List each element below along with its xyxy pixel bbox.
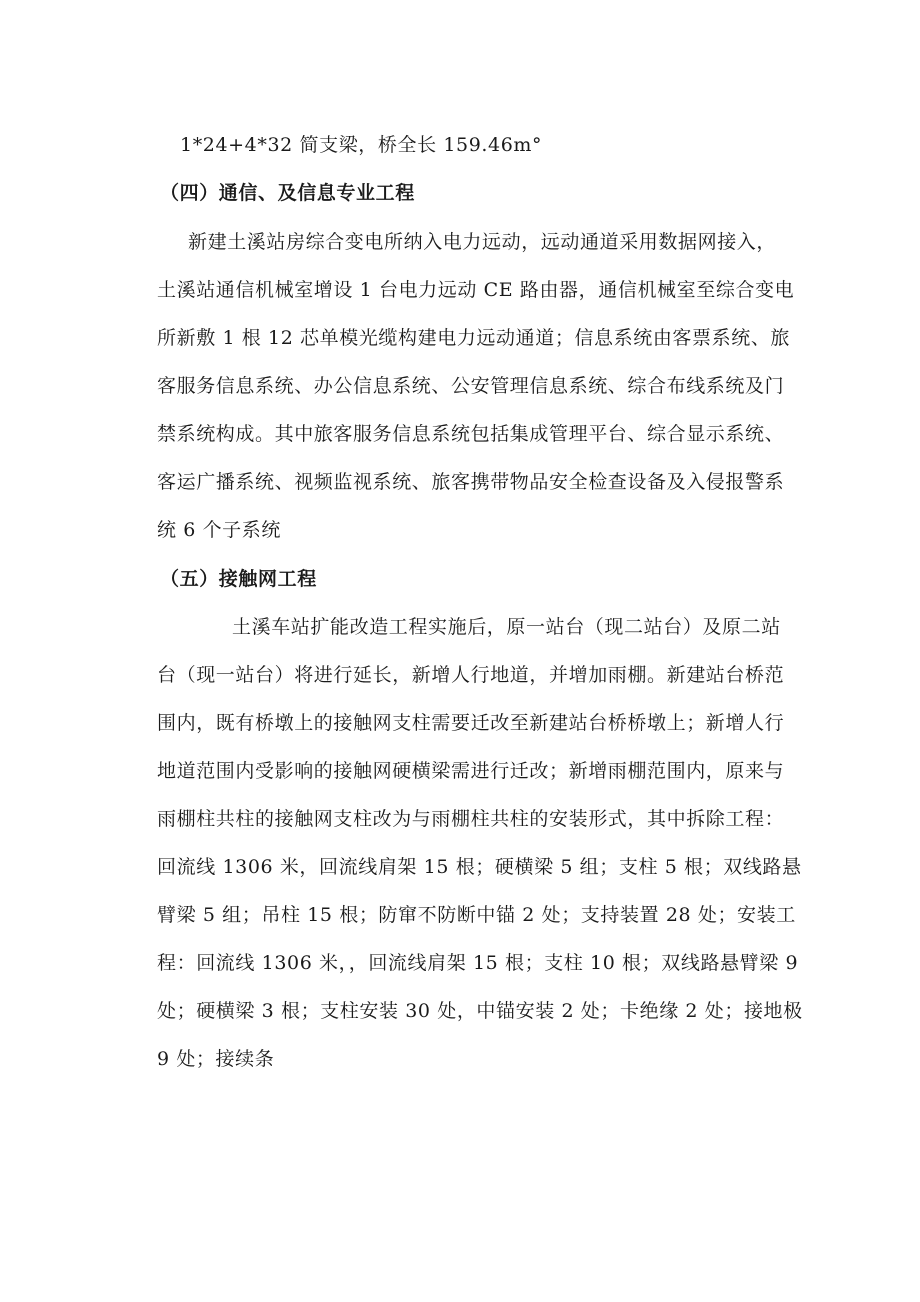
section-5-line: 处；硬横梁 3 根；支柱安装 30 处，中锚安装 2 处；卡绝缘 2 处；接地极 <box>157 1000 803 1022</box>
section-5-line: 地道范围内受影响的接触网硬横梁需进行迁改；新增雨棚范围内，原来与 <box>157 760 785 782</box>
section-4-heading: （四）通信、及信息专业工程 <box>160 182 415 204</box>
section-5-line: 回流线 1306 米，回流线肩架 15 根；硬横梁 5 组；支柱 5 根；双线路悬 <box>157 856 802 878</box>
section-4-line: 土溪站通信机械室增设 1 台电力远动 CE 路由器，通信机械室至综合变电 <box>157 279 795 301</box>
section-5-line: 围内，既有桥墩上的接触网支柱需要迁改至新建站台桥桥墩上；新增人行 <box>157 712 785 734</box>
section-4-line: 新建土溪站房综合变电所纳入电力远动，远动通道采用数据网接入， <box>188 231 777 253</box>
section-5-line: 臂梁 5 组；吊柱 15 根；防窜不防断中锚 2 处；支持装置 28 处；安装工 <box>157 904 796 926</box>
section-5-line: 台（现一站台）将进行延长，新增人行地道，并增加雨棚。新建站台桥范 <box>157 664 785 686</box>
section-4-line: 所新敷 1 根 12 芯单模光缆构建电力远动通道；信息系统由客票系统、旅 <box>157 327 791 349</box>
section-5-line: 雨棚柱共柱的接触网支柱改为与雨棚柱共柱的安装形式，其中拆除工程： <box>157 808 785 830</box>
section-4-line: 客服务信息系统、办公信息系统、公安管理信息系统、综合布线系统及门 <box>157 375 785 397</box>
section-5-line: 9 处；接续条 <box>157 1048 275 1070</box>
section-5-line: 土溪车站扩能改造工程实施后，原一站台（现二站台）及原二站 <box>232 616 781 638</box>
intro-line: 1*24+4*32 简支梁，桥全长 159.46m° <box>180 134 543 156</box>
section-5-heading: （五）接触网工程 <box>160 568 317 590</box>
section-5-line: 程：回流线 1306 米，，回流线肩架 15 根；支柱 10 根；双线路悬臂梁 9 <box>157 952 799 974</box>
section-4-line: 统 6 个子系统 <box>157 519 281 541</box>
section-4-line: 禁系统构成。其中旅客服务信息系统包括集成管理平台、综合显示系统、 <box>157 423 785 445</box>
section-4-line: 客运广播系统、视频监视系统、旅客携带物品安全检查设备及入侵报警系 <box>157 471 785 493</box>
